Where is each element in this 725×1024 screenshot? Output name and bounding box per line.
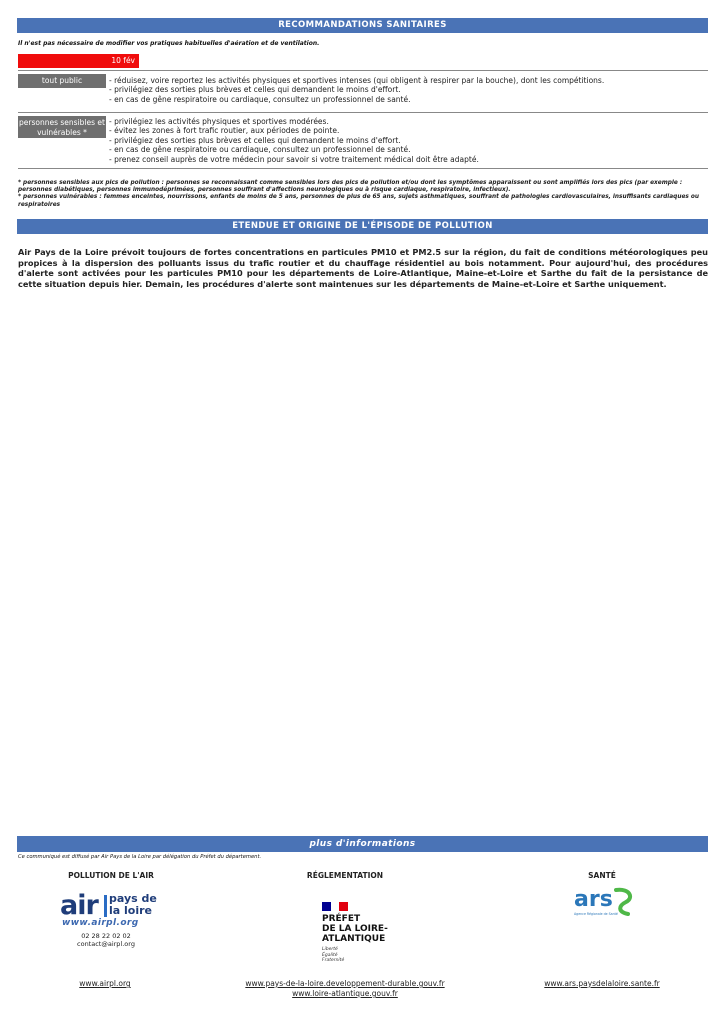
prefet-motto (322, 947, 412, 964)
motto-liberte: Liberté (322, 947, 338, 952)
list-item: - prenez conseil auprès de votre médecin pour savoir si votre traitement médical doit être adapté. (109, 154, 479, 164)
ars-logo (572, 884, 636, 922)
list-item: - privilégiez des sorties plus brèves et celles qui demandent le moins d'effort. (109, 85, 401, 95)
sante-column-title: SANTÉ (588, 871, 616, 880)
ars-logo-swoosh (616, 890, 630, 914)
airpl-logo-name (109, 893, 157, 916)
dreal-link[interactable]: www.pays-de-la-loire.developpement-durable.gouv.fr (245, 979, 445, 988)
airpl-logo (60, 892, 160, 932)
more-info-band: plus d'informations (17, 836, 708, 852)
episode-text: Air Pays de la Loire prévoit toujours de fortes concentrations en particules PM10 et PM2.5 sur la région, du fait de conditions météorologiques peu propices à la dispersion des polluants issus du trafic routier et du chauffage résidentiel au bois notamment. Pour aujourd'hui, des procédures d'alerte sont activées pour les particules PM10 pour les départements de Loire-Atlantique, Maine-et-Loire et Sarthe du fait de la persistance de cette situation depuis hier. Demain, les procédures d'alerte sont maintenues sur les départements de Maine-et-Loire et Sarthe uniquement. (18, 247, 708, 289)
motto-fraternite: Fraternité (322, 958, 345, 963)
recommendations-sensibles (109, 117, 479, 164)
airpl-logo-line2: la loire (109, 903, 153, 917)
recommendations-public (109, 76, 604, 104)
prefecture-link[interactable]: www.loire-atlantique.gouv.fr (292, 989, 398, 998)
list-item: - privilégiez les activités physiques et sportives modérées. (109, 117, 329, 126)
audience-label-public: tout public (18, 74, 106, 88)
airpl-link[interactable]: www.airpl.org (79, 979, 131, 988)
audience-label-sensibles: personnes sensibles et vulnérables * (19, 118, 105, 137)
ars-logo-sub: Agence Régionale de Santé (574, 912, 618, 916)
airpl-phone: 02 28 22 02 02 (81, 932, 131, 940)
diffusion-note: Ce communiqué est diffusé par Air Pays de la Loire par délégation du Préfet du département. (18, 854, 262, 860)
divider (18, 112, 708, 113)
alert-date-badge: 10 fév (18, 54, 139, 68)
pollution-column-title: POLLUTION DE L'AIR (68, 871, 154, 880)
recommandations-header: RECOMMANDATIONS SANITAIRES (17, 18, 708, 33)
footnote-sensibles: * personnes sensibles aux pics de pollution : personnes se reconnaissant comme sensibles lors des pics de pollution et/ou dont les symptômes apparaissent ou sont amplifiés lors des pics (par exemple : personnes diabétiques, personnes immunodéprimées, personnes souffrant d'affections neurologiques ou à risque cardiaque, respiratoire, infectieux). (18, 180, 683, 194)
prefet-title-line2: DE LA LOIRE- (322, 924, 388, 934)
list-item: - en cas de gêne respiratoire ou cardiaque, consultez un professionnel de santé. (109, 94, 411, 104)
prefet-title-line3: ATLANTIQUE (322, 934, 386, 944)
episode-header: ETENDUE ET ORIGINE DE L'ÉPISODE DE POLLUTION (17, 219, 708, 234)
airpl-logo-url: www.airpl.org (62, 918, 139, 928)
reglementation-column-title: RÉGLEMENTATION (306, 871, 384, 880)
list-item: - réduisez, voire reportez les activités physiques et sportives intenses (qui obligent à respirer par la bouche), dont les compétitions. (109, 76, 605, 85)
ventilation-note: Il n'est pas nécessaire de modifier vos pratiques habituelles d'aération et de ventilation. (18, 40, 320, 47)
prefet-title-line1: PRÉFET (322, 914, 361, 924)
ars-link[interactable]: www.ars.paysdelaloire.sante.fr (544, 979, 660, 988)
list-item: - en cas de gêne respiratoire ou cardiaque, consultez un professionnel de santé. (109, 145, 411, 155)
airpl-email[interactable]: contact@airpl.org (77, 940, 135, 948)
divider (18, 70, 708, 71)
motto-egalite: Égalité (322, 952, 338, 958)
airpl-contact (60, 932, 152, 948)
list-item: - privilégiez des sorties plus brèves et celles qui demandent le moins d'effort. (109, 135, 401, 145)
footnotes (18, 180, 708, 209)
ars-logo-text: ars (574, 887, 613, 912)
airpl-logo-line1: pays de (109, 892, 157, 905)
footnote-vulnerables: * personnes vulnérables : femmes enceintes, nourrissons, enfants de moins de 5 ans, personnes de plus de 65 ans, sujets asthmatiques, souffrant de pathologies cardiovasculaires, insuffisants cardiaques ou respiratoires (18, 194, 699, 208)
prefet-logo (322, 902, 412, 964)
list-item: - évitez les zones à fort trafic routier, aux périodes de pointe. (109, 126, 340, 136)
airpl-logo-bar (104, 895, 107, 917)
french-flag-icon (322, 902, 348, 911)
airpl-logo-air: air (60, 890, 98, 921)
divider (18, 168, 708, 169)
